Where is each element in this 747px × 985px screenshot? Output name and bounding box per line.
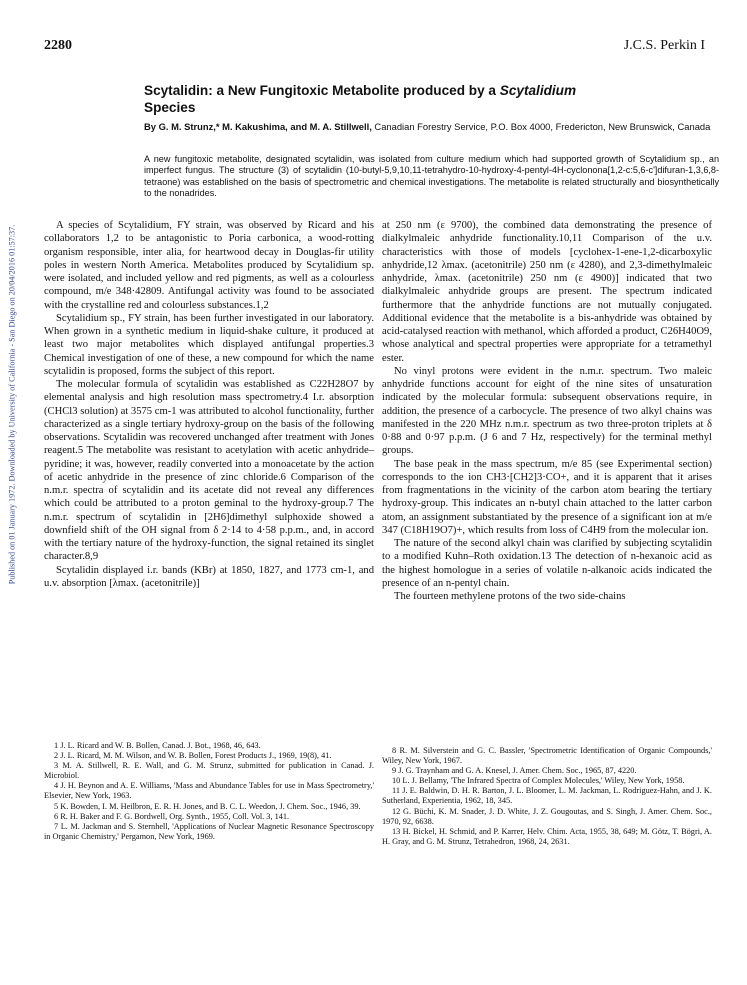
reference: 12 G. Büchi, K. M. Snader, J. D. White, J. Z. Gougoutas, and S. Singh, J. Amer. Chem. Soc., 1970, 92, 6638. — [382, 806, 712, 826]
journal-name: J.C.S. Perkin I — [623, 38, 705, 53]
paragraph: at 250 nm (ε 9700), the combined data demonstrating the presence of dialkylmaleic anhydride functionality.10,11 Comparison of the u.v. characteristics with those of models [cyclohex-1-ene-1,2-dicarboxylic anhydride,12 λmax. (acetonitrile) 250 nm (ε 4280), and 2,3-dimethylmaleic anhydride, λmax. (acetonitrile) 250 nm (ε 4900)] indicated that two dialkylmaleic anhydride groups are present. The spectrum indicated furthermore that the anhydride functions are not mutually conjugated. Additional evidence that the metabolite is a bis-anhydride was obtained by acid-catalysed reaction with methanol, which afforded a product, C26H40O9, whose analytical and spectral properties were appropriate for a tetramethyl ester. — [382, 220, 712, 364]
reference: 9 J. G. Traynham and G. A. Knesel, J. Amer. Chem. Soc., 1965, 87, 4220. — [392, 766, 637, 776]
paragraph: No vinyl protons were evident in the n.m.r. spectrum. Two maleic anhydride functions account for eight of the nine sites of unsaturation indicated by the molecular formula: subsequent observations require, in addition, the presence of a carbocycle. The presence of two alkyl chains was manifested in the 220 MHz n.m.r. spectrum as two three-proton triplets at δ 0·88 and 0·97 p.p.m. (J 6 and 7 Hz, respectively) for the terminal methyl groups. — [382, 365, 712, 457]
title-genus: Scytalidium — [499, 83, 577, 98]
paragraph: Scytalidium sp., FY strain, has been further investigated in our laboratory. When grown in a synthetic medium in liquid-shake culture, it produced at least two major metabolites which displayed antifungal properties.3 Chemical investigation of one of these, a new compound for which the name scytalidin is proposed, forms the subject of this report. — [44, 312, 374, 377]
reference: 5 K. Bowden, I. M. Heilbron, E. R. H. Jones, and B. C. L. Weedon, J. Chem. Soc., 1946, 39. — [54, 801, 361, 811]
reference: 7 L. M. Jackman and S. Sternhell, 'Applications of Nuclear Magnetic Resonance Spectroscopy in Organic Chemistry,' Pergamon, New York, 1969. — [44, 821, 374, 841]
paragraph: The fourteen methylene protons of the two side-chains — [394, 591, 626, 602]
reference: 8 R. M. Silverstein and G. C. Bassler, 'Spectrometric Identification of Organic Compounds,' Wiley, New York, 1967. — [382, 746, 712, 766]
article-title — [144, 82, 714, 116]
download-watermark-text: Published on 01 January 1972. Downloaded by University of California - San Diego on 20/04/2016 01:57:37. — [7, 224, 17, 585]
paragraph: A species of Scytalidium, FY strain, was observed by Ricard and his collaborators 1,2 to be antagonistic to Poria carbonica, a wood-rotting organism responsible, inter alia, for heartwood decay in Douglas-fir utility poles in western North America. Metabolites produced by Scytalidium sp. were isolated, and included yellow and red pigments, as well as a colourless compound, m/e 348·42809. Antifungal activity was found to be associated with the crystalline red and colourless substances.1,2 — [44, 220, 374, 311]
references-right — [382, 746, 712, 847]
reference: 6 R. H. Baker and F. G. Bordwell, Org. Synth., 1955, Coll. Vol. 3, 141. — [54, 811, 290, 821]
abstract: A new fungitoxic metabolite, designated scytalidin, was isolated from culture medium which had supported growth of Scytalidium sp., an imperfect fungus. The structure (3) of scytalidin (10-butyl-5,9,10,11-tetrahydro-10-hydroxy-4-pentyl-4H-cyclonona[1,2-c:5,6-c']difuran-1,3,6,8-tetraone) was established on the basis of spectrometric and chemical investigations. The metabolite is related structurally and biosynthetically to the nonadrides. — [144, 154, 719, 198]
author-names: By G. M. Strunz,* M. Kakushima, and M. A. Stillwell, — [144, 121, 372, 132]
reference: 11 J. E. Baldwin, D. H. R. Barton, J. L. Bloomer, L. M. Jackman, L. Rodriguez-Hahn, and J. K. Sutherland, Experientia, 1962, 18, 345. — [382, 786, 712, 806]
reference: 13 H. Bickel, H. Schmid, and P. Karrer, Helv. Chim. Acta, 1955, 38, 649; M. Götz, T. Bögri, A. H. Gray, and G. M. Strunz, Tetrahedron, 1968, 24, 2631. — [382, 826, 712, 846]
reference: 2 J. L. Ricard, M. M. Wilson, and W. B. Bollen, Forest Products J., 1969, 19(8), 41. — [54, 751, 332, 761]
reference: 1 J. L. Ricard and W. B. Bollen, Canad. J. Bot., 1968, 46, 643. — [54, 741, 261, 750]
body-column-left — [44, 219, 374, 590]
reference: 3 M. A. Stillwell, R. E. Wall, and G. M. Strunz, submitted for publication in Canad. J. Microbiol. — [44, 761, 374, 781]
author-block — [144, 121, 724, 133]
reference: 10 L. J. Bellamy, 'The Infrared Spectra of Complex Molecules,' Wiley, New York, 1958. — [392, 776, 685, 786]
title-end: Species — [144, 100, 196, 115]
paragraph: The nature of the second alkyl chain was clarified by subjecting scytalidin to a modified Kuhn–Roth oxidation.13 The detection of n-hexanoic acid as the highest homologue in a series of volatile n-alkanoic acids indicated the presence of an n-pentyl chain. — [382, 538, 712, 589]
references-left — [44, 741, 374, 842]
title-main: Scytalidin: a New Fungitoxic Metabolite produced by a — [144, 83, 500, 98]
body-column-right — [382, 219, 712, 603]
reference: 4 J. H. Beynon and A. E. Williams, 'Mass and Abundance Tables for use in Mass Spectrometry,' Elsevier, New York, 1963. — [44, 781, 374, 801]
author-affiliation: Canadian Forestry Service, P.O. Box 4000, Fredericton, New Brunswick, Canada — [371, 121, 711, 132]
paragraph: Scytalidin displayed i.r. bands (KBr) at 1850, 1827, and 1773 cm-1, and u.v. absorption [λmax. (acetonitrile)] — [44, 564, 374, 589]
page-number: 2280 — [44, 38, 72, 53]
paragraph: The molecular formula of scytalidin was established as C22H28O7 by elemental analysis and high resolution mass spectrometry.4 I.r. absorption (CHCl3 solution) at 3575 cm-1 was attributed to alcohol functionality, further characterized as a single tertiary hydroxy-group on the basis of the following observations. Scytalidin was recovered unchanged after treatment with Jones reagent.5 The metabolite was resistant to acetylation with acetic anhydride–pyridine; it was, however, readily converted into a monoacetate by the action of acetic anhydride in the presence of zinc chloride.6 Comparison of the n.m.r. spectra of scytalidin and its acetate did not reveal any differences which could be attributed to a proton geminal to the hydroxy-group.7 The n.m.r. spectrum of scytalidin in [2H6]dimethyl sulphoxide showed a downfield shift of the OH signal from δ 2·14 to 4·58 p.p.m., and, in accord with the tertiary nature of the hydroxy-function, the signal retained its singlet character.8,9 — [44, 379, 374, 563]
paragraph: The base peak in the mass spectrum, m/e 85 (see Experimental section) corresponds to the ion CH3·[CH2]3·CO+, and it is apparent that it arises from fragmentations in the vicinity of the carbon atom bearing the tertiary hydroxy-group. This indicates an n-butyl chain attached to the latter carbon atom, an assignment substantiated by the presence of a significant ion at m/e 347 (C18H19O7)+, which results from loss of C4H9 from the molecular ion. — [382, 458, 712, 536]
download-watermark — [2, 150, 22, 670]
